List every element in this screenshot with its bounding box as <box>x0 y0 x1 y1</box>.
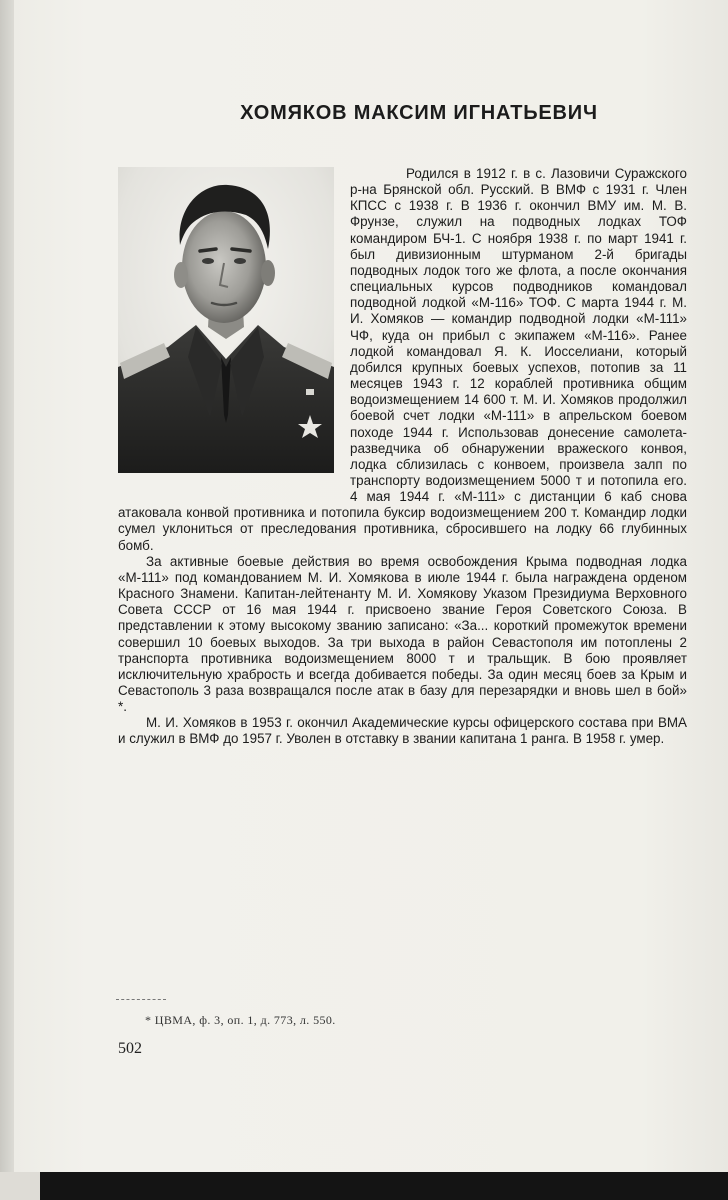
biography-paragraph-1: Родился в 1912 г. в с. Лазовичи Суражского р-на Брянской обл. Русский. В ВМФ с 1931 г. Член КПСС с 1938 г. В 1936 г. окончил ВМУ им. М. В. Фрунзе, служил на подводных лодках ТОФ командиром БЧ-1. С ноября 1938 г. по март 1941 г. был дивизионным штурманом 2-й бригады подводных лодок того же флота, а после окончания специальных курсов подводников командовал подводной лодкой «М-116» ТОФ. С марта 1944 г. М. И. Хомяков — командир подводной лодки «М-111» ЧФ, куда он прибыл с экипажем «М-116». Ранее лодкой командовал Я. К. Иосселиани, который добился крупных боевых успехов, потопив за 11 месяцев 1943 г. 12 кораблей противника общим водоизмещением 14 600 т. М. И. Хомяков продолжил боевой счет лодки «М-111» в апрельском боевом походе 1944 г. Использовав донесение самолета-разведчика об обнаружении вражеского конвоя, лодка сблизилась с конвоем, произвела залп по транспорту водоизмещением 5000 т и потопила его. 4 мая 1944 г. «М-111» с дистанции 6 каб снова атаковала конвой противника и потопила буксир водоизмещением 200 т. Командир лодки сумел уклониться от преследования противника, сбросившего на лодку 66 глубинных бомб. <box>118 166 687 553</box>
page-number: 502 <box>118 1040 142 1057</box>
biography-paragraph-3: М. И. Хомяков в 1953 г. окончил Академические курсы офицерского состава при ВМА и служил в ВМФ до 1957 г. Уволен в отставку в звании капитана 1 ранга. В 1958 г. умер. <box>118 715 687 747</box>
page-binding-edge <box>0 0 14 1200</box>
footnote: * ЦВМА, ф. 3, оп. 1, д. 773, л. 550. <box>145 1013 336 1027</box>
portrait-wrap-space <box>118 166 350 494</box>
biography-text <box>118 166 687 748</box>
biography-paragraph-2: За активные боевые действия во время освобождения Крыма подводная лодка «М-111» под командованием М. И. Хомякова в июле 1944 г. была награждена орденом Красного Знамени. Капитан-лейтенанту М. И. Хомякову Указом Президиума Верховного Совета СССР от 16 мая 1944 г. присвоено звание Героя Советского Союза. В представлении к этому высокому званию записано: «За... короткий промежуток времени совершил 10 боевых выходов. За три выхода в район Севастополя им потоплены 2 транспорта противника водоизмещением 8000 т и тральщик. В бою проявляет исключительную храбрость и всегда добивается победы. За один месяц боев за Крым и Севастополь 3 раза возвращался после атак в базу для перезарядки и вновь шел в бой» *. <box>118 553 687 715</box>
footnote-separator <box>116 999 166 1000</box>
page-title: ХОМЯКОВ МАКСИМ ИГНАТЬЕВИЧ <box>240 102 598 125</box>
scan-bottom-edge <box>0 1172 728 1200</box>
